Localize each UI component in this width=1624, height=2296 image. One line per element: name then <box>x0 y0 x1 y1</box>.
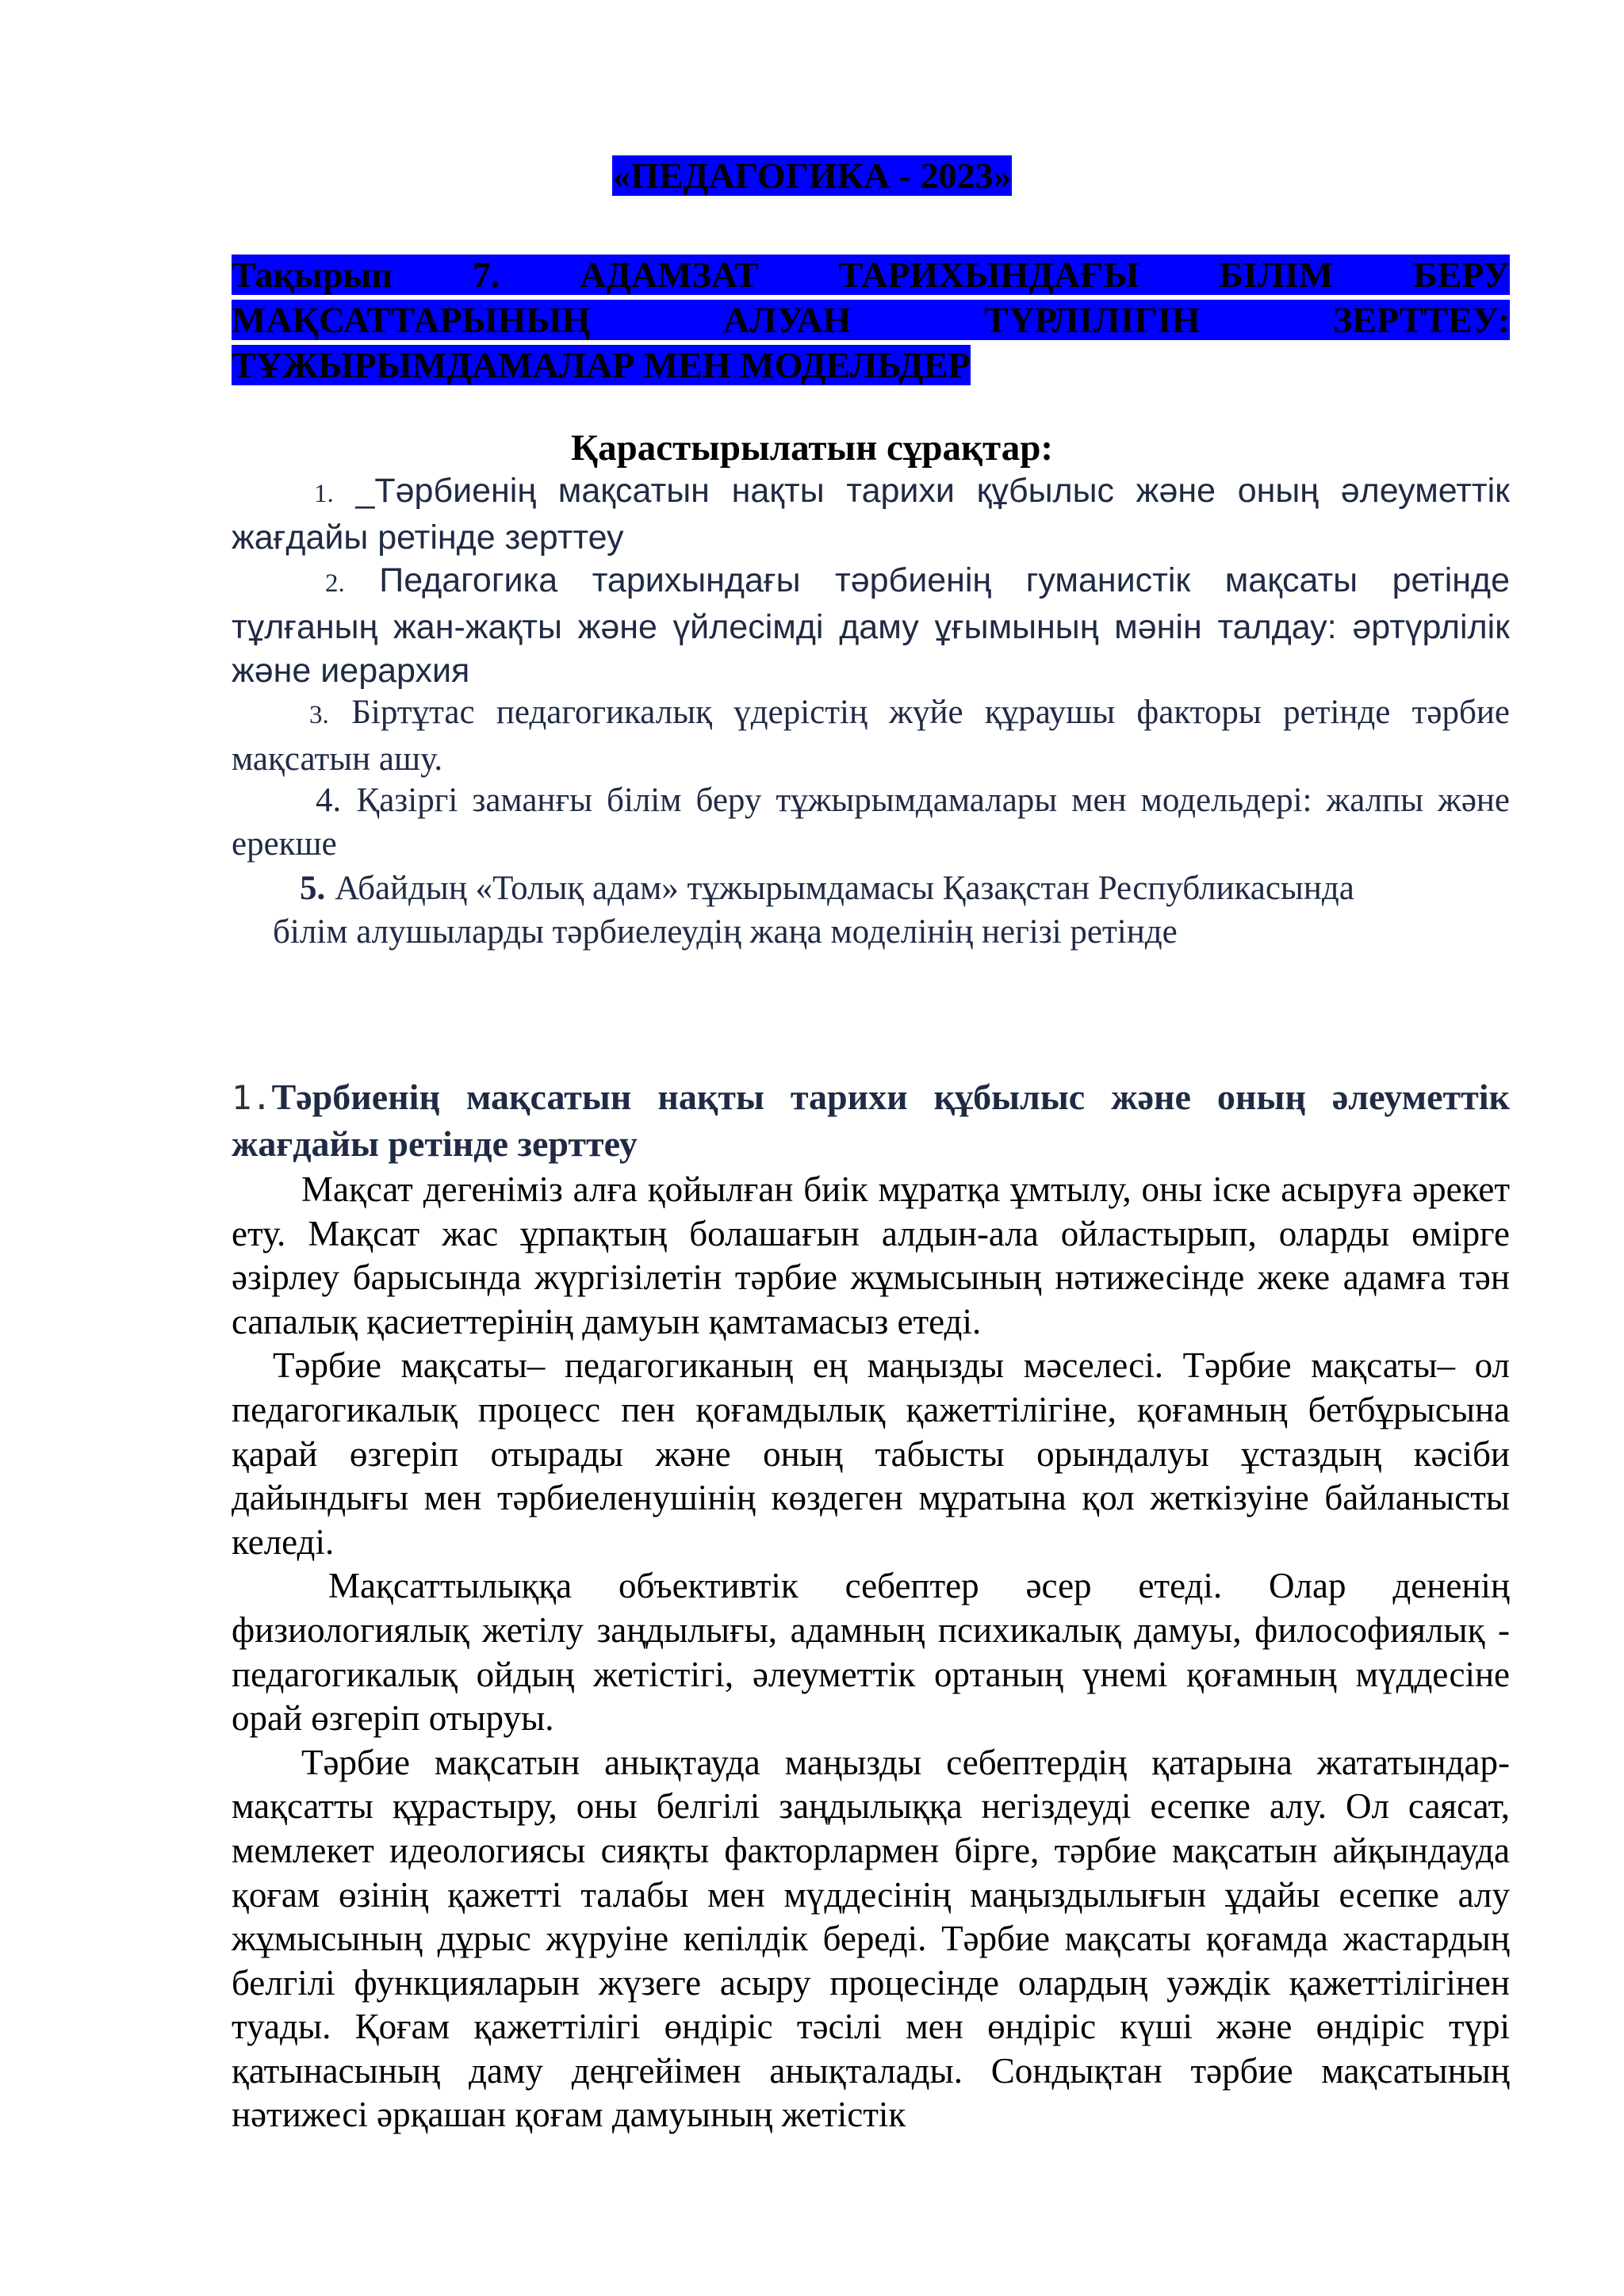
question-number: 3. <box>309 701 329 729</box>
section-heading <box>232 1074 1510 1167</box>
question-text: Педагогика тарихындағы тәрбиенің гуманистік мақсаты ретінде тұлғаның жан-жақты және үйлесімді даму ұғымының мәнін талдау: әртүрлілік және иерархия <box>232 561 1510 690</box>
paragraph: Тәрбие мақсатын анықтауда маңызды себептердің қатарына жататындар- мақсатты құрастыру, оны белгілі заңдылыққа негіздеуді есепке алу. Ол саясат, мемлекет идеологиясы сияқты факторлармен бірге, тәрбие мақсатын айқындауда қоғам өзінің қажетті талабы мен мүддесінің маңыздылығын ұдайы есепке алу жұмысының дұрыс жүруіне кепілдік береді. Тәрбие мақсаты қоғамда жастардың белгілі функцияларын жүзеге асыру процесінде олардың уәждік қажеттілігінен туады. Қоғам қажеттілігі өндіріс тәсілі мен өндіріс күші және өндіріс түрі қатынасының даму деңгейімен анықталады. Сондықтан тәрбие мақсатының нәтижесі әрқашан қоғам дамуының жетістік <box>232 1742 1510 2135</box>
section-body <box>232 1168 1510 2137</box>
question-text: Қазіргі заманғы білім беру тұжырымдамалары мен модельдері: жалпы және ерекше <box>232 782 1511 863</box>
paragraph: Мақсат дегеніміз алға қойылған биік мұратқа ұмтылу, оны іске асыруға әрекет ету. Мақсат жас ұрпақтың болашағын алдын-ала ойластырып, оларды өмірге әзірлеу барысында жүргізілетін тәрбие жұмысының нәтижесінде жеке адамға тән сапалық қасиеттерінің дамуын қамтамасыз етеді. <box>232 1169 1510 1341</box>
question-line <box>232 867 1510 910</box>
question-text-continued: білім алушыларды тәрбиелеудің жаңа моделінің негізі ретінде <box>273 913 1178 951</box>
question-text: Абайдың «Толық адам» тұжырымдамасы Қазақстан Республикасында <box>335 870 1354 907</box>
question-item-4 <box>232 779 1510 866</box>
question-number: 4. <box>316 782 342 819</box>
question-text: _Тәрбиенің мақсатын нақты тарихи құбылыс және оның әлеуметтік жағдайы ретінде зерттеу <box>232 472 1510 557</box>
question-number: 2. <box>325 569 345 598</box>
topic-text: Тақырып 7. АДАМЗАТ ТАРИХЫНДАҒЫ БІЛІМ БЕРУ МАҚСАТТАРЫНЫҢ АЛУАН ТҮРЛІЛІГІН ЗЕРТТЕУ: ТҰЖЫРЫМДАМАЛАР МЕН МОДЕЛЬДЕР <box>232 254 1510 385</box>
topic-heading <box>232 252 1510 388</box>
title-block <box>0 151 1624 201</box>
document-title: «ПЕДАГОГИКА - 2023» <box>612 155 1012 196</box>
question-text: Біртұтас педагогикалық үдерістің жүйе құраушы факторы ретінде тәрбие мақсатын ашу. <box>232 694 1510 778</box>
paragraph: Мақсаттылыққа объективтік себептер әсер етеді. Олар дененің физиологиялық жетілу заңдылығы, адамның психикалық дамуы, философиялық - педагогикалық ойдың жетістігі, әлеуметтік ортаның үнемі қоғамның мүддесіне орай өзгеріп отыруы. <box>232 1566 1510 1739</box>
question-number: 5. <box>300 870 326 907</box>
question-number: 1. <box>314 480 334 508</box>
questions-heading: Қарастырылатын сұрақтар: <box>571 427 1053 469</box>
section-number: 1. <box>232 1078 272 1117</box>
question-item-1 <box>232 469 1510 560</box>
question-item-3 <box>232 691 1510 781</box>
question-item-5 <box>232 867 1510 954</box>
question-item-2 <box>232 559 1510 693</box>
paragraph: Тәрбие мақсаты– педагогиканың ең маңызды мәселесі. Тәрбие мақсаты– ол педагогикалық процесс пен қоғамдылық қажеттілігіне, қоғамның бетбұрысына қарай өзгеріп отырады және оның табысты орындалуы ұстаздың кәсіби дайындығы мен тәрбиеленушінің көздеген мұратына қол жеткізуіне байланысты келеді. <box>232 1345 1510 1562</box>
section-heading-text: Тәрбиенің мақсатын нақты тарихи құбылыс және оның әлеуметтік жағдайы ретінде зерттеу <box>232 1077 1510 1164</box>
